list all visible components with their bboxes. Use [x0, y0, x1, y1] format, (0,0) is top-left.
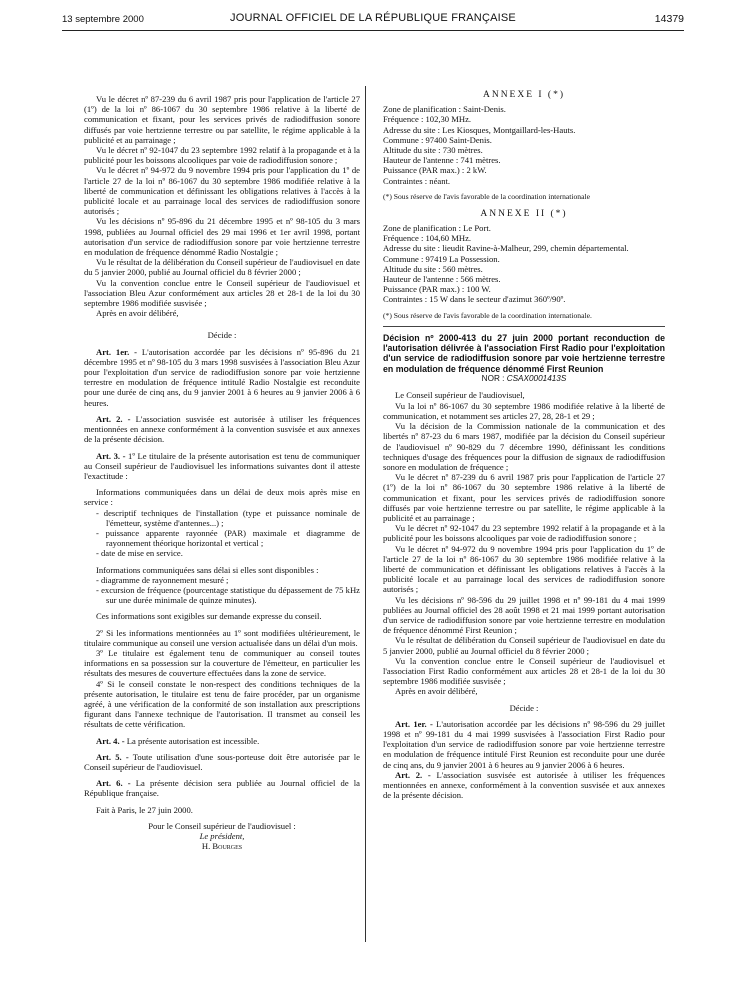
article-3: [84, 451, 360, 482]
annex-line: Adresse du site : lieudit Ravine-à-Malheur, 299, chemin départemental.: [383, 243, 629, 254]
article-1: [84, 347, 360, 408]
signature-line: Pour le Conseil supérieur de l'audiovisuel :: [148, 820, 296, 831]
signature-title: Le président,: [199, 831, 245, 841]
page-header: [62, 12, 684, 28]
article-text: L'association susvisée est autorisée à utiliser les fréquences mentionnées en annexe, conformément à la convention susvisée et aux annexes de la présente décision.: [383, 769, 665, 801]
annex-line: Altitude du site : 730 mètres.: [383, 145, 483, 156]
annex-line: Commune : 97419 La Possession.: [383, 253, 500, 264]
article-label: Art. 6. -: [96, 778, 131, 789]
annex-2-heading: ANNEXE II (*): [480, 208, 568, 219]
annex-line: Fréquence : 104,60 MHz.: [383, 233, 472, 244]
paragraph: Vu la loi nº 86-1067 du 30 septembre 1986 modifiée relative à la liberté de communication, et notamment ses articles 27, 28, 28-1 et 29 ;: [383, 400, 665, 421]
article-label: Art. 1er. -: [395, 718, 433, 729]
paragraph: Vu le décret nº 92-1047 du 23 septembre 1992 relatif à la propagande et à la publicité pour les boissons alcooliques par voie de radiodiffusion sonore ;: [383, 523, 665, 544]
article-5: [84, 752, 360, 772]
article-4: [84, 736, 360, 746]
column-divider: [365, 86, 366, 942]
decision-title: Décision nº 2000-413 du 27 juin 2000 portant reconduction de l'autorisation délivrée à l'association First Radio pour l'exploitation d'un service de radiodiffusion sonore par voie hertzienne terrestre en modulation de fréquence dénommé First Reunion: [383, 332, 665, 374]
paragraph: Vu la décision de la Commission nationale de la communication et des libertés nº 87-23 du 6 mars 1987, modifiée par la décision du Conseil supérieur de l'audiovisuel nº 90-829 du 7 décembre 1990, définissant les conditions techniques d'usage des fréquences pour la diffusion de signaux de radiodiffusion sonore en modulation de fréquence ;: [383, 421, 665, 472]
annex-line: Zone de planification : Le Port.: [383, 223, 491, 234]
decide-heading: Décide :: [207, 330, 237, 341]
paragraph: Informations communiquées dans un délai de deux mois après mise en service :: [84, 487, 360, 508]
annex-line: Puissance (PAR max.) : 2 kW.: [383, 165, 487, 176]
annex-line: Puissance (PAR max.) : 100 W.: [383, 284, 491, 295]
footnote: (*) Sous réserve de l'avis favorable de la coordination internationale.: [383, 310, 592, 320]
nor-reference: NOR : CSAX0001413S: [481, 374, 567, 384]
header-rule: [62, 30, 684, 31]
header-date: 13 septembre 2000: [62, 14, 144, 25]
annex-line: Fréquence : 102,30 MHz.: [383, 114, 472, 125]
annex-line: Hauteur de l'antenne : 566 mètres.: [383, 274, 501, 285]
footnote: (*) Sous réserve de l'avis favorable de la coordination internationale: [383, 191, 590, 201]
list-item: - puissance apparente rayonnée (PAR) maximale et diagramme de rayonnement théorique horizontal et vertical ;: [96, 527, 360, 549]
article-text: La présente décision sera publiée au Journal officiel de la République française.: [84, 778, 360, 799]
paragraph: Vu le décret nº 94-972 du 9 novembre 1994 pris pour l'application du 1º de l'article 27 de la loi nº 86-1067 du 30 septembre 1986 modifiée relative à la liberté de communication et définissant les obligations relatives à l'accès à la publicité locale et au parrainage local des services de radiodiffusion sonore autorisés ;: [383, 543, 665, 595]
list-item: - descriptif techniques de l'installation (type et puissance nominale de l'émetteur, système d'antennes...) ;: [96, 507, 360, 528]
article-label: Art. 4. -: [96, 735, 125, 746]
article-2: [84, 414, 360, 445]
article-2: [383, 770, 665, 801]
section-divider: [383, 326, 665, 327]
article-text: 1º Le titulaire de la présente autorisation est tenu de communiquer au Conseil supérieur de l'audiovisuel les informations suivantes dont il atteste l'exactitude :: [84, 450, 361, 481]
annex-line: Contraintes : 15 W dans le secteur d'azimut 360º/90º.: [383, 294, 566, 305]
paragraph: Vu les décisions nº 98-596 du 29 juillet 1998 et nº 99-181 du 4 mai 1999 publiées au Journal officiel des 28 août 1998 et 21 mai 1999 portant autorisation d'un service de radiodiffusion sonore par voie hertzienne terrestre en modulation de fréquence dénommé First Reunion ;: [383, 594, 665, 636]
right-column: [383, 88, 665, 800]
article-text: Toute utilisation d'une sous-porteuse doit être autorisée par le Conseil supérieur de l'audiovisuel.: [84, 751, 360, 772]
decide-heading: Décide :: [509, 702, 539, 713]
article-text: L'autorisation accordée par les décisions nº 98-596 du 29 juillet 1998 et nº 99-181 du 4 mai 1999 susvisées à l'association First Radio pour l'exploitation d'un service de radiodiffusion sonore par voie hertzienne terrestre en modulation de fréquence intitulé First Reunion est reconduite pour une durée de cinq ans, du 9 janvier 2001 à 6 heures au 9 janvier 2006 à 6 heures.: [383, 718, 665, 770]
paragraph: 4º Si le conseil constate le non-respect des conditions techniques de la présente autorisation, le titulaire est tenu de faire procéder, par un organisme agréé, à une vérification de la conformité de son installation aux prescriptions figurant dans l'annexe technique de l'autorisation. Il transmet au conseil les résultats de cette vérification.: [84, 678, 360, 730]
left-column: [84, 94, 360, 851]
signature-name: H. Bourges: [201, 841, 243, 852]
article-text: L'autorisation accordée par les décisions nº 95-896 du 21 décembre 1995 et nº 98-105 du 3 mars 1998 susvisées à l'association Bleu Azur pour l'exploitation d'un service de radiodiffusion sonore par voie hertzienne terrestre en modulation de fréquence intitulé Radio Nostalgie est reconduite pour une durée de cinq ans, du 9 janvier 2001 à 6 heures au 9 janvier 2006 à 6 heures.: [84, 346, 360, 408]
journal-title: JOURNAL OFFICIEL DE LA RÉPUBLIQUE FRANÇAISE: [230, 12, 516, 24]
annex-line: Altitude du site : 560 mètres.: [383, 263, 483, 274]
article-label: Art. 1er. -: [96, 346, 137, 357]
annex-line: Hauteur de l'antenne : 741 mètres.: [383, 155, 501, 166]
article-label: Art. 2. -: [395, 769, 431, 780]
paragraph: Vu le décret nº 92-1047 du 23 septembre 1992 relatif à la propagande et à la publicité pour les boissons alcooliques par voie de radiodiffusion sonore ;: [84, 145, 360, 166]
article-text: L'association susvisée est autorisée à utiliser les fréquences mentionnées en annexe conformément à la convention susvisée et aux annexes de la présente décision.: [84, 413, 360, 445]
annex-1-heading: ANNEXE I (*): [482, 90, 566, 100]
list-item: - excursion de fréquence (pourcentage statistique du dépassement de 75 kHz sur une durée minimale de quinze minutes).: [96, 584, 360, 606]
paragraph: Ces informations sont exigibles sur demande expresse du conseil.: [96, 611, 322, 622]
paragraph: 3º Le titulaire est également tenu de communiquer au conseil toutes informations en sa possession sur la couverture de l'émetteur, en particulier les résultats des mesures de couverture effectuées dans la zone de service.: [84, 647, 360, 679]
paragraph: 2º Si les informations mentionnées au 1º sont modifiées ultérieurement, le titulaire communique au conseil une version actualisée dans un délai d'un mois.: [84, 627, 360, 648]
signature-date: Fait à Paris, le 27 juin 2000.: [96, 804, 193, 815]
article-6: [84, 778, 360, 798]
list-item: - date de mise en service.: [96, 548, 183, 559]
paragraph: Après en avoir délibéré,: [96, 308, 179, 319]
annex-line: Adresse du site : Les Kiosques, Montgaillard-les-Hauts.: [383, 124, 576, 135]
list-item: - diagramme de rayonnement mesuré ;: [96, 574, 229, 585]
annex-line: Contraintes : néant.: [383, 175, 451, 186]
page-number: 14379: [654, 13, 684, 25]
paragraph: Vu les décisions nº 95-896 du 21 décembre 1995 et nº 98-105 du 3 mars 1998, publiées au Journal officiel des 29 mai 1996 et 1er avril 1998, portant autorisation d'un service de radiodiffusion sonore par voie hertzienne terrestre en modulation de fréquence dénommé Radio Nostalgie ;: [84, 216, 360, 258]
paragraph: Vu le décret nº 87-239 du 6 avril 1987 pris pour l'application de l'article 27 (1º) de la loi nº 86-1067 du 30 septembre 1986 relative à la liberté de communication et fixant, pour les services privés de radiodiffusion sonore diffusés par voie hertzienne terrestre ou par satellite, le régime applicable à la publicité et au parrainage ;: [383, 472, 665, 523]
paragraph: Vu le résultat de la délibération du Conseil supérieur de l'audiovisuel en date du 5 janvier 2000, publié au Journal officiel du 8 février 2000 ;: [84, 257, 360, 278]
article-1: [383, 719, 665, 770]
paragraph: Le Conseil supérieur de l'audiovisuel,: [395, 390, 525, 401]
annex-line: Commune : 97400 Saint-Denis.: [383, 134, 492, 145]
paragraph: Vu le décret nº 94-972 du 9 novembre 1994 pris pour l'application du 1º de l'article 27 de la loi nº 86-1067 du 30 septembre 1986 modifiée relative à la liberté de communication et définissant les obligations relatives à l'accès à la publicité locale et au parrainage local des services de radiodiffusion sonore autorisés ;: [84, 165, 360, 217]
paragraph: Vu la convention conclue entre le Conseil supérieur de l'audiovisuel et l'association First Radio conformément aux articles 28 et 28-1 de la loi du 30 septembre 1986 modifiée susvisée ;: [383, 655, 665, 687]
paragraph: Informations communiquées sans délai si elles sont disponibles :: [96, 564, 319, 575]
paragraph: Après en avoir délibéré,: [395, 686, 478, 697]
article-label: Art. 2. -: [96, 413, 131, 424]
paragraph: Vu le résultat de délibération du Conseil supérieur de l'audiovisuel en date du 5 janvier 2000, publié au Journal officiel du 8 février 2000 ;: [383, 635, 665, 656]
annex-line: Zone de planification : Saint-Denis.: [383, 104, 506, 115]
paragraph: Vu le décret nº 87-239 du 6 avril 1987 pris pour l'application de l'article 27 (1º) de la loi nº 86-1067 du 30 septembre 1986 relative à la liberté de communication et fixant, pour les services privés de radiodiffusion sonore diffusés par voie hertzienne terrestre ou par satellite, le régime applicable à la publicité et au parrainage ;: [84, 94, 360, 145]
paragraph: Vu la convention conclue entre le Conseil supérieur de l'audiovisuel et l'association Bleu Azur conformément aux articles 28 et 28-1 de la loi du 30 septembre 1986 modifiée susvisée ;: [84, 277, 360, 309]
article-text: La présente autorisation est incessible.: [126, 735, 260, 746]
article-label: Art. 3. -: [96, 450, 126, 461]
article-label: Art. 5. -: [96, 751, 129, 762]
